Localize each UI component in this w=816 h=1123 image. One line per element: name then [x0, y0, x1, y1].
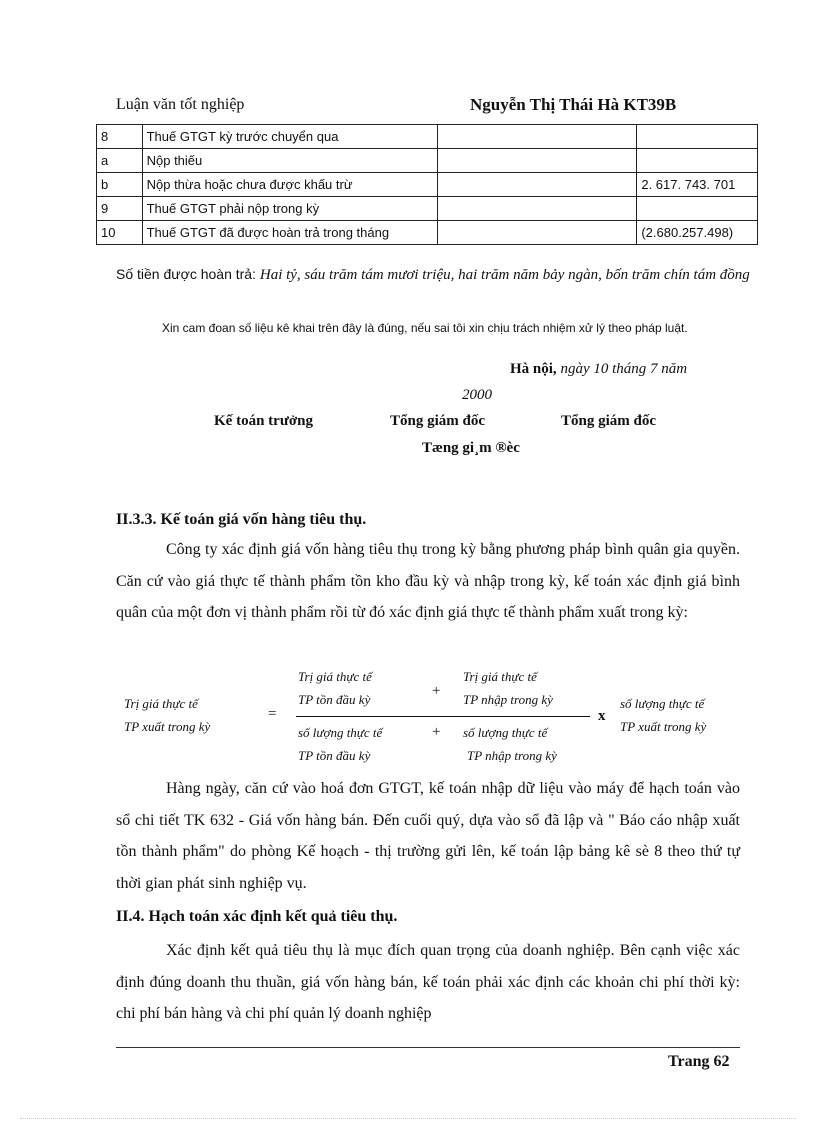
row-number: b: [97, 173, 143, 197]
formula-den-b-line2: TP nhập trong kỳ: [467, 748, 557, 763]
row-col3: [437, 197, 637, 221]
paragraph-result: Xác định kết quả tiêu thụ là mục đích quan trọng của doanh nghiệp. Bên cạnh việc xác định đúng doanh thu thuần, giá vốn hàng bán, kế toán phải xác định các khoản chi phí thời kỳ: chi phí bán hàng và chi phí quản lý doanh nghiệp: [116, 942, 740, 1022]
signature-director-1: Tổng giám đốc: [390, 413, 486, 429]
row-number: 8: [97, 125, 143, 149]
heading-section-2-3-3: II.3.3. Kế toán giá vốn hàng tiêu thụ.: [116, 511, 367, 528]
row-value: [637, 149, 758, 173]
formula-num-a-line1: Trị giá thực tế: [298, 669, 372, 684]
row-label: Thuế GTGT đã được hoàn trả trong tháng: [142, 221, 437, 245]
formula-rhs-line2: TP xuất trong kỳ: [620, 719, 707, 734]
formula-times: x: [598, 708, 606, 724]
paragraph-daily-entry: Hàng ngày, căn cứ vào hoá đơn GTGT, kế toán nhập dữ liệu vào máy để hạch toán vào sổ chi tiết TK 632 - Giá vốn hàng bán. Đến cuối quý, dựa vào sổ đã lập và " Báo cáo nhập xuất tồn thành phẩm" do phòng Kế hoạch - thị trường gửi lên, kế toán lập bảng kê sè 8 theo thứ tự thời gian phát sinh nghiệp vụ.: [116, 780, 740, 892]
row-label: Nộp thiếu: [142, 149, 437, 173]
formula-num-a-line2: TP tồn đầu kỳ: [298, 692, 371, 707]
refund-amount-words: Hai tỷ, sáu trăm tám mươi triệu, hai trăm năm bảy ngàn, bốn trăm chín tám đồng: [259, 267, 750, 283]
header-thesis-title: Luận văn tốt nghiệp: [116, 96, 245, 113]
formula-den-a-line1: số lượng thực tế: [298, 725, 383, 740]
formula-num-b-line1: Trị giá thực tế: [463, 669, 537, 684]
vat-table: [96, 124, 758, 245]
table-row: [97, 125, 758, 149]
refund-amount-text: [116, 262, 756, 288]
formula-den-b-line1: số lượng thực tế: [463, 725, 548, 740]
formula-fraction-bar: [296, 716, 590, 717]
row-label: Thuế GTGT kỳ trước chuyển qua: [142, 125, 437, 149]
header-author: Nguyễn Thị Thái Hà KT39B: [470, 95, 677, 114]
row-col3: [437, 221, 637, 245]
row-number: 10: [97, 221, 143, 245]
formula-lhs-line1: Trị giá thực tế: [124, 696, 198, 711]
pledge-statement: Xin cam đoan số liệu kê khai trên đây là đúng, nếu sai tôi xin chịu trách nhiệm xử lý theo pháp luật.: [162, 321, 688, 335]
row-col3: [437, 173, 637, 197]
heading-section-2-4: II.4. Hạch toán xác định kết quả tiêu thụ.: [116, 908, 398, 925]
page-edge-dotted: [20, 1118, 796, 1119]
row-value: [637, 125, 758, 149]
footer-rule: [116, 1047, 740, 1048]
row-value: 2. 617. 743. 701: [637, 173, 758, 197]
row-label: Thuế GTGT phải nộp trong kỳ: [142, 197, 437, 221]
table-row: [97, 173, 758, 197]
formula-rhs-line1: số lượng thực tế: [620, 696, 705, 711]
signature-director-garbled: Tæng gi¸m ®èc: [422, 440, 520, 456]
row-col3: [437, 125, 637, 149]
date-line: [510, 361, 687, 378]
formula-den-a-line2: TP tồn đầu kỳ: [298, 748, 371, 763]
formula-num-b-line2: TP nhập trong kỳ: [463, 692, 553, 707]
row-col3: [437, 149, 637, 173]
date-place: Hà nội,: [510, 361, 557, 377]
table-row: [97, 197, 758, 221]
formula-den-plus: +: [432, 724, 441, 740]
formula-num-plus: +: [432, 683, 441, 699]
formula-equals: =: [268, 706, 277, 722]
refund-label: Số tiền được hoàn trả:: [116, 266, 256, 282]
paragraph-cost-method: Công ty xác định giá vốn hàng tiêu thụ trong kỳ bằng phương pháp bình quân gia quyền. Căn cứ vào giá thực tế thành phẩm tồn kho đầu kỳ và nhập trong kỳ, kế toán xác định giá bình quân của một đơn vị thành phẩm rồi từ đó xác định giá thực tế thành phẩm xuất trong kỳ:: [116, 541, 740, 621]
table-row: [97, 221, 758, 245]
table-row: [97, 149, 758, 173]
page-number: Trang 62: [668, 1053, 730, 1070]
row-number: a: [97, 149, 143, 173]
row-value: [637, 197, 758, 221]
date-text: ngày 10 tháng 7 năm: [560, 361, 688, 377]
signature-director-2: Tổng giám đốc: [561, 413, 657, 429]
row-label: Nộp thừa hoặc chưa được khấu trừ: [142, 173, 437, 197]
date-year: 2000: [462, 387, 492, 403]
signature-chief-accountant: Kế toán trưởng: [214, 413, 313, 429]
formula-lhs-line2: TP xuất trong kỳ: [124, 719, 211, 734]
row-value: (2.680.257.498): [637, 221, 758, 245]
row-number: 9: [97, 197, 143, 221]
